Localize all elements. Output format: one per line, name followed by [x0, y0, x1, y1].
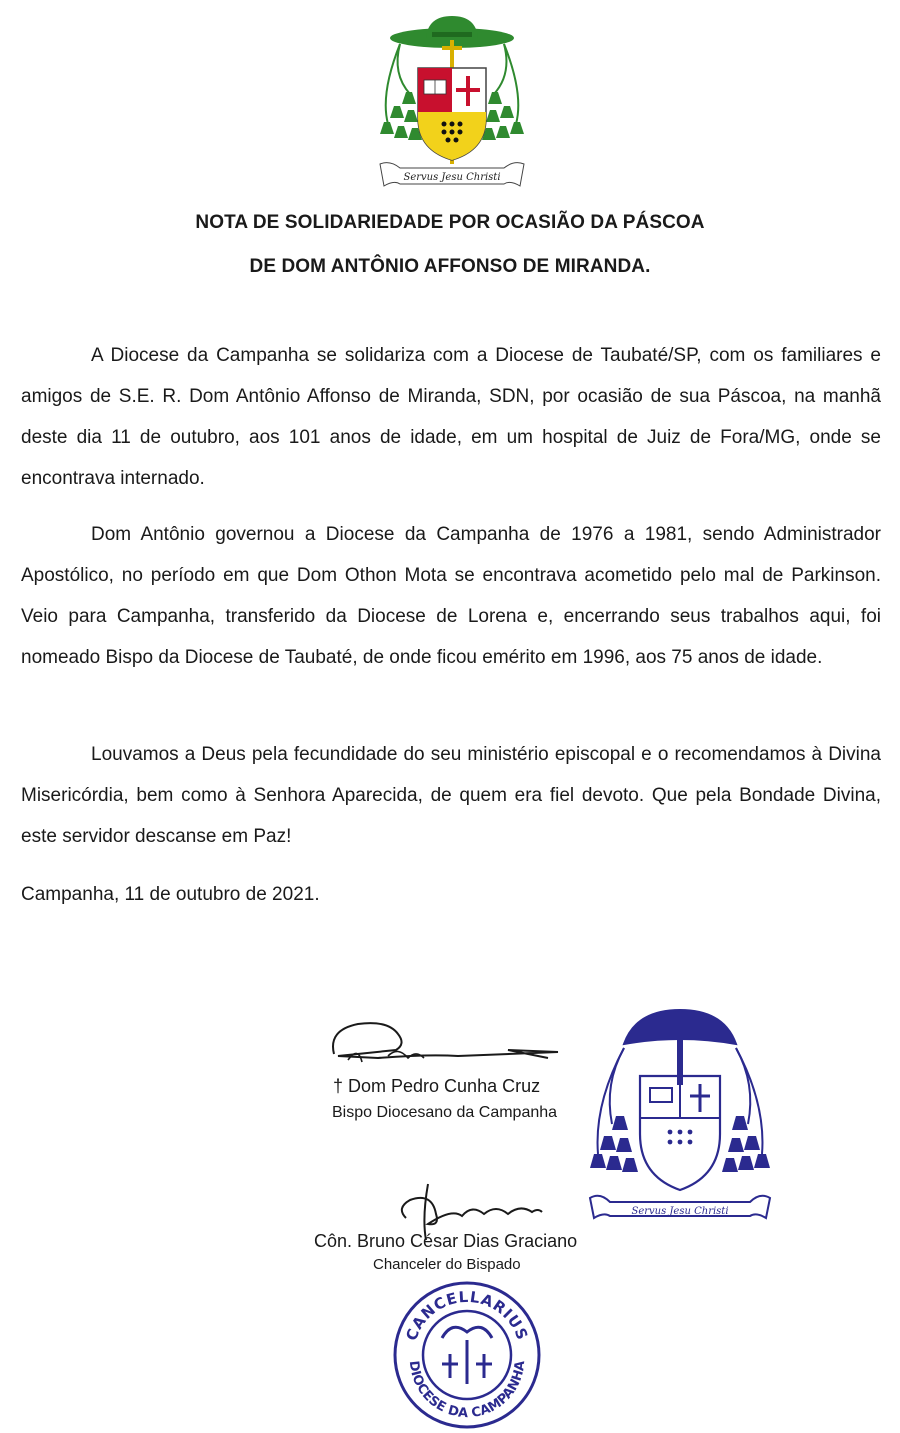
- seal-bottom-text: DIOCESE DA CAMPANHA: [405, 1359, 529, 1422]
- bishop-name: † Dom Pedro Cunha Cruz: [333, 1076, 541, 1096]
- svg-text:CANCELLARIUS: [402, 1288, 531, 1343]
- coat-of-arms-stamp: [584, 1004, 776, 1226]
- chancellor-name: Côn. Bruno César Dias Graciano: [314, 1231, 578, 1251]
- seal-top-text: CANCELLARIUS: [402, 1287, 532, 1344]
- dateline: Campanha, 11 de outubro de 2021.: [21, 884, 320, 905]
- paragraph-3: Louvamos a Deus pela fecundidade do seu ministério episcopal e o recomendamos à Divina Misericórdia, bem como à Senhora Aparecida, de quem era fiel devoto. Que pela Bondade Divina, este servidor descanse em Paz!: [21, 744, 881, 847]
- document-title-line-1: NOTA DE SOLIDARIEDADE POR OCASIÃO DA PÁSCOA: [195, 212, 705, 233]
- bishop-title: Bispo Diocesano da Campanha: [332, 1104, 558, 1121]
- motto-text-top: Servus Jesu Christi: [403, 172, 501, 183]
- coat-of-arms-top: [370, 14, 534, 194]
- motto-text-stamp: Servus Jesu Christi: [631, 1206, 729, 1217]
- chancery-seal: [392, 1280, 542, 1430]
- paragraph-2: Dom Antônio governou a Diocese da Campanha de 1976 a 1981, sendo Administrador Apostólico, no período em que Dom Othon Mota se encontrava acometido pelo mal de Parkinson. Veio para Campanha, transferido da Diocese de Lorena e, encerrando seus trabalhos aqui, foi nomeado Bispo da Diocese de Taubaté, de onde ficou emérito em 1996, aos 75 anos de idade.: [21, 524, 881, 668]
- document-title-line-2: DE DOM ANTÔNIO AFFONSO DE MIRANDA.: [249, 256, 651, 277]
- paragraph-1: A Diocese da Campanha se solidariza com a Diocese de Taubaté/SP, com os familiares e amigos de S.E. R. Dom Antônio Affonso de Miranda, SDN, por ocasião de sua Páscoa, na manhã deste dia 11 de outubro, aos 101 anos de idade, em um hospital de Juiz de Fora/MG, onde se encontrava internado.: [21, 345, 881, 489]
- chancellor-title: Chanceler do Bispado: [373, 1256, 521, 1273]
- bishop-signature: [318, 1010, 568, 1072]
